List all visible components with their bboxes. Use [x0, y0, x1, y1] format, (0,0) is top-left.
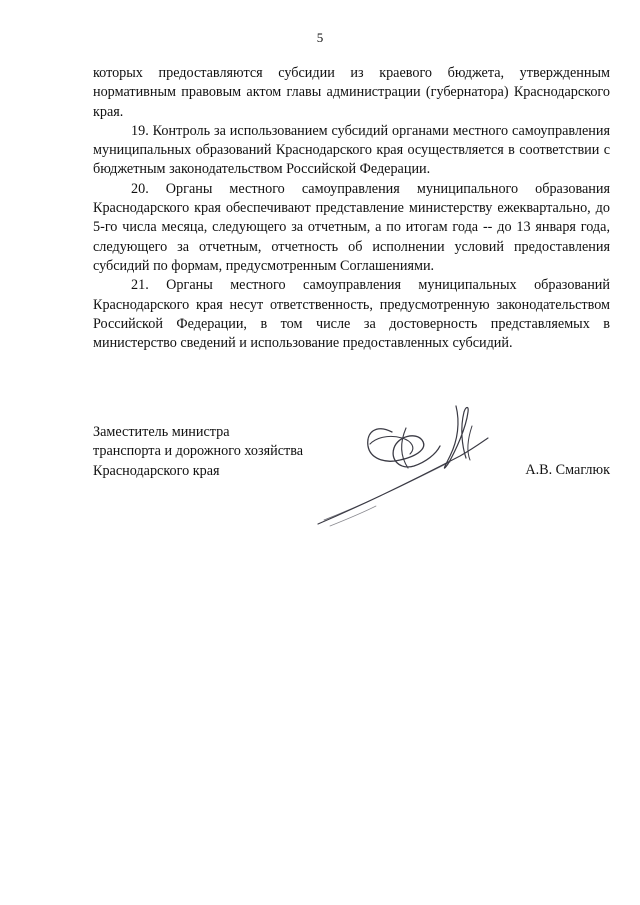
paragraph-20: 20. Органы местного самоуправления муниципального образования Краснодарского края обеспечивают представление министерству ежеквартально, до 5-го числа месяца, следующего за отчетным, а по итогам года -- до 13 января года, следующего за отчетным, отчетность об исполнении условий предоставления субсидий по формам, предусмотренным Соглашениями. — [93, 180, 610, 274]
paragraph-21: 21. Органы местного самоуправления муниципальных образований Краснодарского края несут ответственность, предусмотренную законодательством Российской Федерации, в том числе за достоверность представляемых в министерство сведений и использование предоставленных субсидий. — [93, 277, 610, 352]
handwritten-signature — [310, 398, 500, 530]
signatory-name: А.В. Смаглюк — [525, 462, 610, 478]
document-body — [93, 64, 610, 353]
signatory-title — [93, 423, 303, 481]
paragraph-continuation: которых предоставляются субсидии из краевого бюджета, утвержденным нормативным правовым актом главы администрации (губернатора) Краснодарского края. — [93, 65, 610, 120]
signatory-title-line: Заместитель министра — [93, 424, 230, 440]
signatory-title-line: Краснодарского края — [93, 462, 220, 479]
paragraph-19: 19. Контроль за использованием субсидий органами местного самоуправления муниципальных образований Краснодарского края осуществляется в соответствии с бюджетным законодательством Российской Федерации. — [93, 122, 610, 178]
signatory-title-line: транспорта и дорожного хозяйства — [93, 443, 304, 460]
page-number: 5 — [316, 30, 324, 45]
